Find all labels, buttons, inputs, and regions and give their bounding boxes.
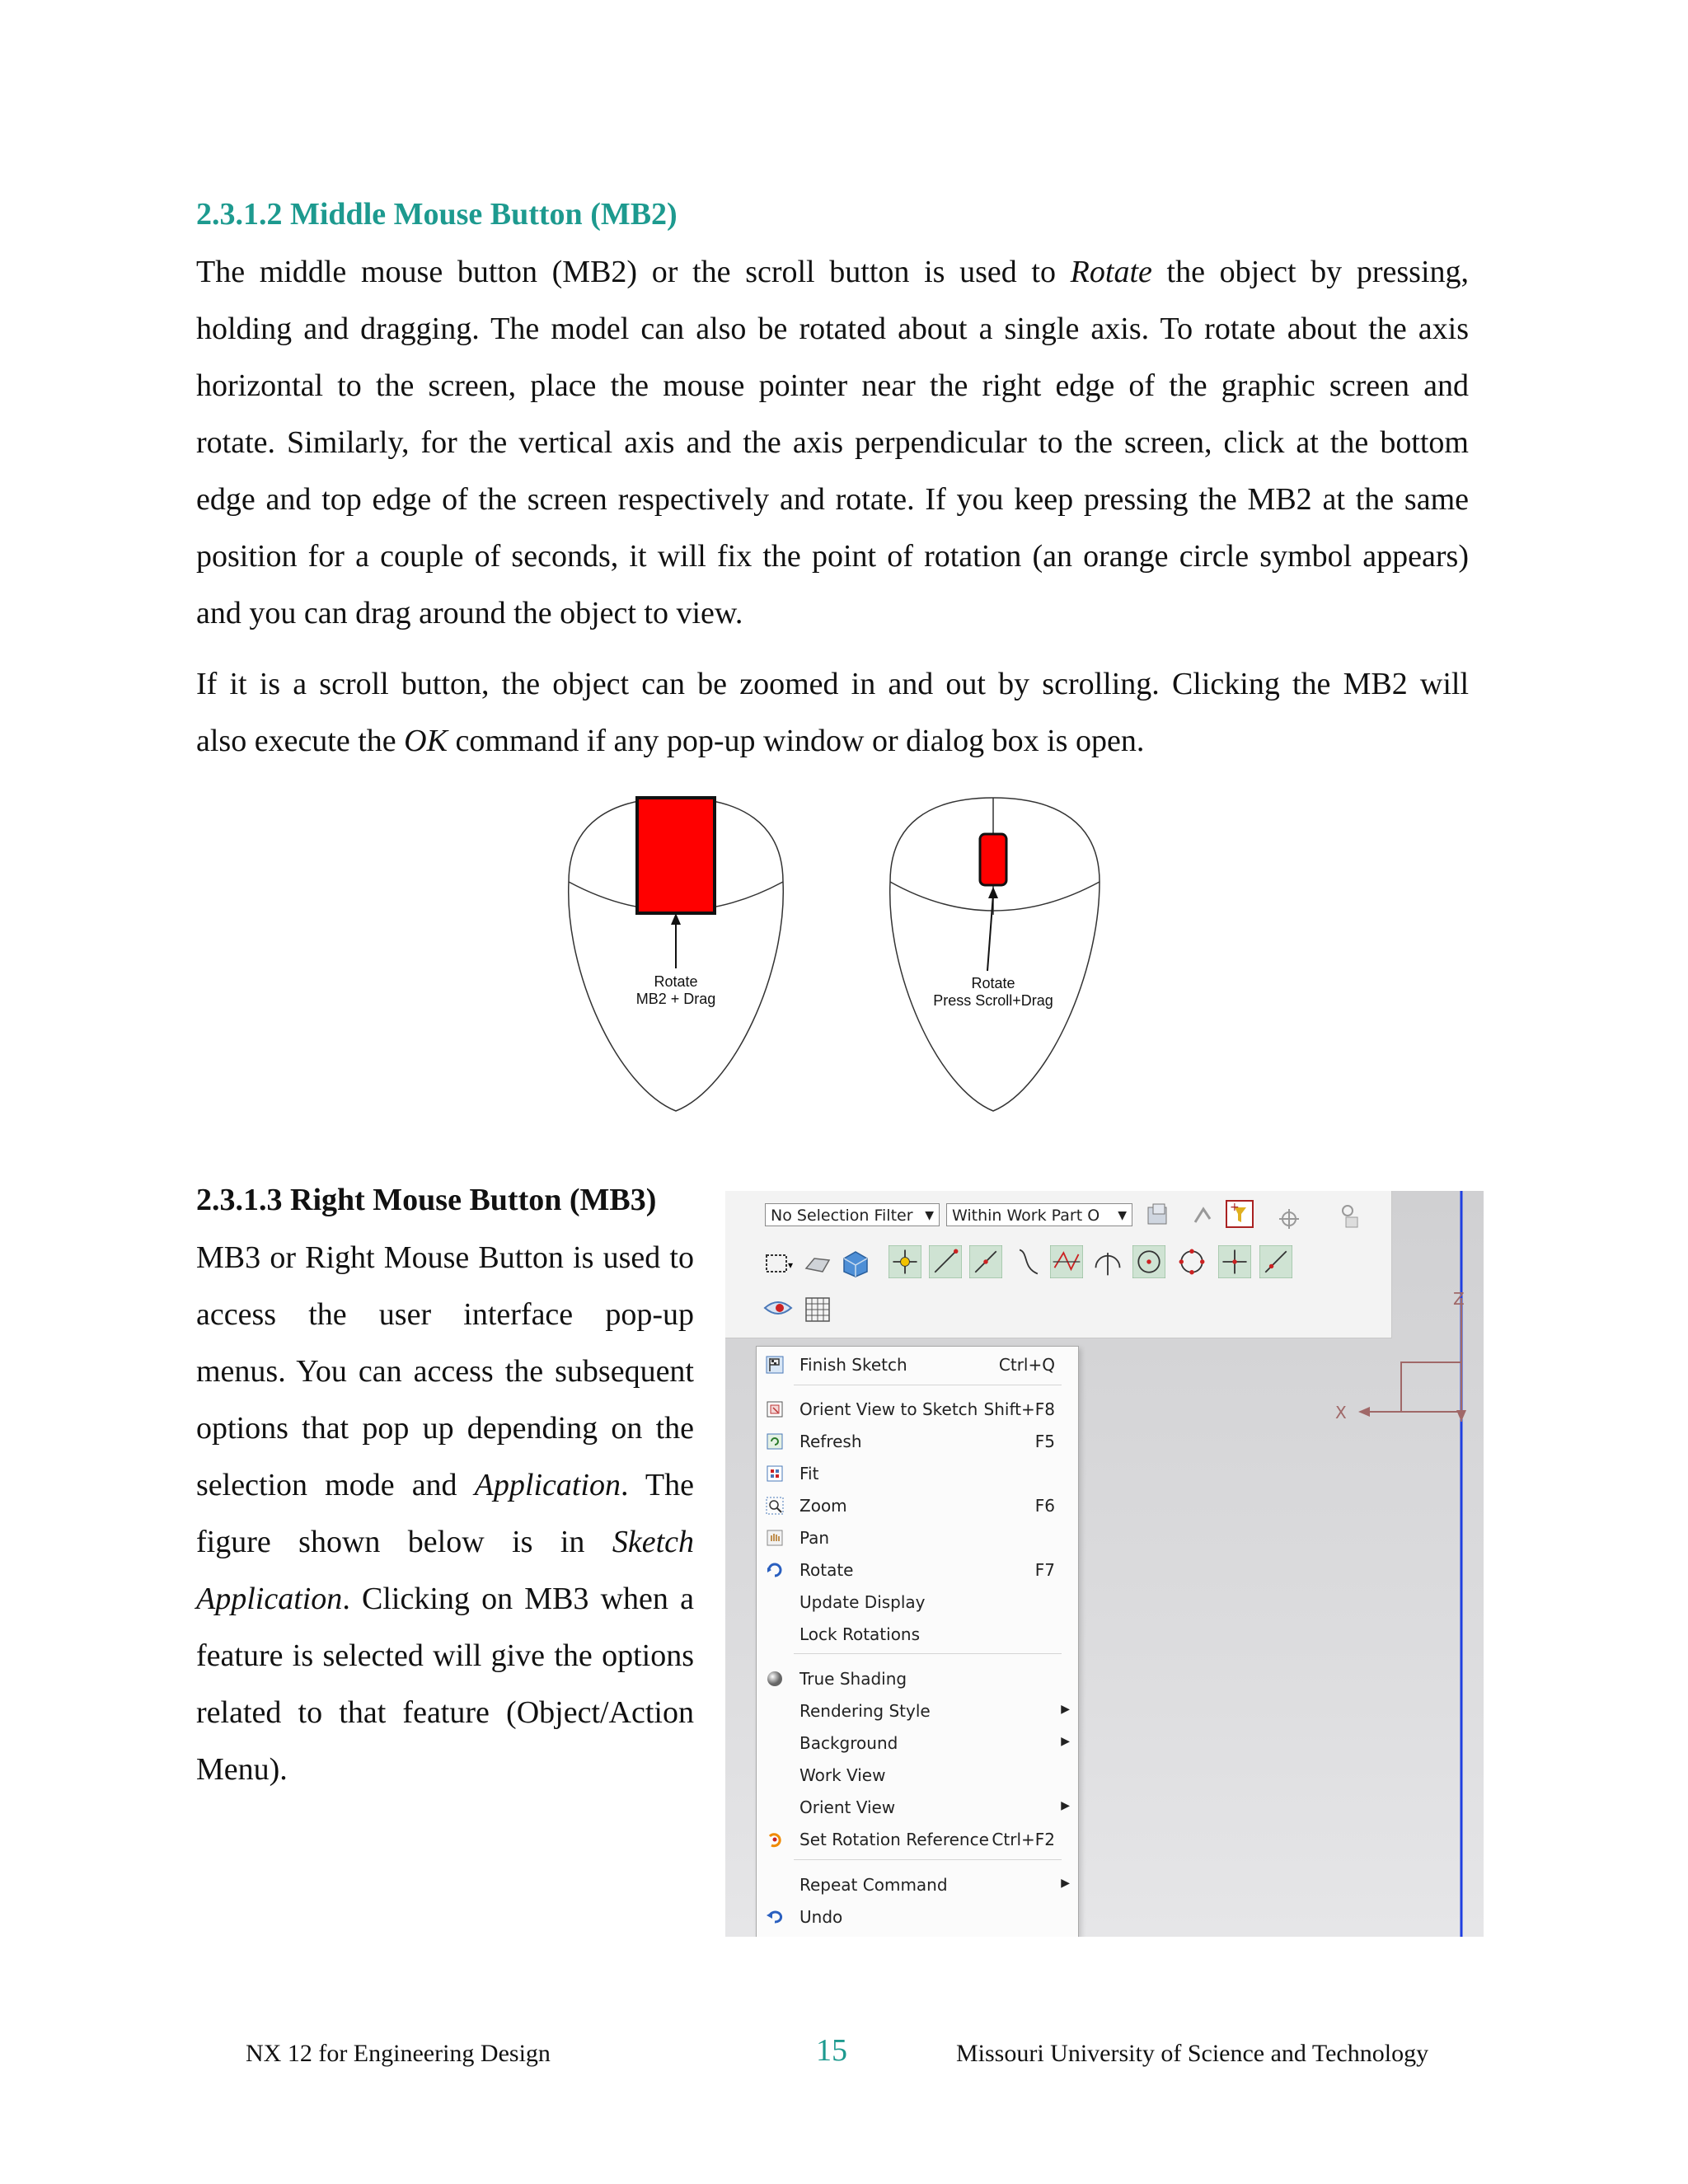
axis-z-label: Z bbox=[1453, 1289, 1465, 1309]
section-heading-mb3: 2.3.1.3 Right Mouse Button (MB3) bbox=[196, 1183, 657, 1217]
menu-item-update-display[interactable]: Update Display bbox=[799, 1592, 926, 1612]
body-icon[interactable] bbox=[839, 1247, 872, 1280]
work-part-dropdown[interactable]: Within Work Part O ▼ bbox=[946, 1203, 1132, 1226]
mouse-left-button bbox=[637, 798, 715, 913]
mouse-left-label-2: MB2 + Drag bbox=[635, 991, 716, 1007]
menu-item-true-shading[interactable]: True Shading bbox=[757, 1664, 1078, 1694]
submenu-arrow-icon: ▶ bbox=[1061, 1703, 1070, 1716]
submenu-arrow-icon: ▶ bbox=[1061, 1877, 1070, 1890]
refresh-icon bbox=[765, 1432, 785, 1451]
control-point-icon[interactable] bbox=[889, 1245, 921, 1278]
mouse-right-scroll-wheel bbox=[980, 834, 1006, 885]
menu-item-fit[interactable]: Fit bbox=[757, 1459, 1078, 1488]
mouse-right bbox=[890, 798, 1100, 1111]
pan-icon bbox=[765, 1528, 785, 1548]
orient-icon bbox=[765, 1399, 785, 1419]
menu-item-finish-sketch[interactable]: Finish Sketch Ctrl+Q bbox=[757, 1350, 1078, 1380]
existing-point-icon[interactable] bbox=[1218, 1245, 1251, 1278]
grid-snap-icon[interactable] bbox=[1331, 1199, 1364, 1232]
svg-text:▾: ▾ bbox=[788, 1259, 794, 1271]
assembly-filter-icon[interactable] bbox=[1142, 1199, 1175, 1232]
snap-filter-icon[interactable] bbox=[1223, 1197, 1256, 1230]
submenu-arrow-icon: ▶ bbox=[1061, 1735, 1070, 1748]
menu-item-undo[interactable]: Undo bbox=[757, 1902, 1078, 1932]
fit-icon bbox=[765, 1464, 785, 1483]
select-icon[interactable] bbox=[1187, 1199, 1220, 1232]
curve-icon[interactable] bbox=[1012, 1245, 1045, 1278]
nx-screenshot bbox=[725, 1191, 1484, 1937]
menu-item-rotate[interactable]: Rotate F7 bbox=[757, 1555, 1078, 1585]
sphere-icon bbox=[765, 1669, 785, 1689]
mouse-left-label-1: Rotate bbox=[654, 973, 698, 990]
rotation-ref-icon bbox=[765, 1830, 785, 1849]
menu-item-orient-view[interactable]: Orient View ▶ bbox=[799, 1797, 1070, 1817]
menu-item-rendering-style[interactable]: Rendering Style ▶ bbox=[799, 1701, 1070, 1721]
rotate-icon bbox=[765, 1560, 785, 1580]
selection-filter-dropdown[interactable]: No Selection Filter ▼ bbox=[765, 1203, 940, 1226]
mouse-left bbox=[569, 798, 784, 1111]
axis-x-label: X bbox=[1335, 1403, 1347, 1422]
zoom-icon bbox=[765, 1496, 785, 1516]
submenu-arrow-icon: ▶ bbox=[1061, 1799, 1070, 1812]
context-menu bbox=[756, 1346, 1079, 1937]
paragraph-mb3: MB3 or Right Mouse Button is used to access the user interface pop-up menus. You can access the subsequent options that pop up depending on the selection mode and Application. The figure shown below is in Sketch Application. Clicking on MB3 when a feature is selected will give the options related to that feature (Object/Action Menu). bbox=[196, 1240, 694, 1787]
paragraph-mb2-scroll: If it is a scroll button, the object can be zoomed in and out by scrolling. Clicking the MB2 will also execute the OK command if any pop-up window or dialog box is open. bbox=[196, 667, 1469, 758]
page-number: 15 bbox=[816, 2033, 847, 2068]
circle-center-icon[interactable] bbox=[1132, 1245, 1165, 1278]
menu-item-pan[interactable]: Pan bbox=[757, 1523, 1078, 1553]
point-on-curve-icon[interactable] bbox=[1259, 1245, 1292, 1278]
menu-item-work-view[interactable]: Work View bbox=[799, 1765, 886, 1785]
snap-point-icon[interactable] bbox=[1269, 1199, 1302, 1232]
view-orient-icon[interactable] bbox=[762, 1293, 795, 1326]
menu-item-orient-view-to-sketch[interactable]: Orient View to Sketch Shift+F8 bbox=[757, 1394, 1078, 1424]
undo-icon bbox=[765, 1907, 785, 1927]
footer-book-title: NX 12 for Engineering Design bbox=[246, 2040, 551, 2067]
end-point-icon[interactable] bbox=[929, 1245, 962, 1278]
solid-icon[interactable] bbox=[801, 1247, 834, 1280]
rectangle-select-icon[interactable] bbox=[762, 1247, 795, 1280]
mouse-right-label-2: Press Scroll+Drag bbox=[933, 992, 1053, 1009]
menu-item-zoom[interactable]: Zoom F6 bbox=[757, 1491, 1078, 1521]
menu-item-repeat-command[interactable]: Repeat Command ▶ bbox=[799, 1875, 1070, 1895]
section-heading-mb2: 2.3.1.2 Middle Mouse Button (MB2) bbox=[196, 197, 678, 232]
svg-text:+: + bbox=[1230, 1201, 1240, 1214]
arc-center-icon[interactable] bbox=[1091, 1245, 1124, 1278]
menu-item-background[interactable]: Background ▶ bbox=[799, 1733, 1070, 1753]
nx-toolbar bbox=[725, 1191, 1392, 1338]
intersection-icon[interactable] bbox=[1050, 1245, 1083, 1278]
mouse-diagrams bbox=[560, 791, 1121, 1137]
quadrant-point-icon[interactable] bbox=[1175, 1245, 1208, 1278]
menu-item-lock-rotations[interactable]: Lock Rotations bbox=[799, 1624, 921, 1644]
menu-item-refresh[interactable]: Refresh F5 bbox=[757, 1427, 1078, 1456]
midpoint-icon[interactable] bbox=[969, 1245, 1002, 1278]
grid-icon[interactable] bbox=[801, 1293, 834, 1326]
menu-item-set-rotation-reference[interactable]: Set Rotation Reference Ctrl+F2 bbox=[757, 1825, 1078, 1854]
paragraph-mb2-rotate: The middle mouse button (MB2) or the scroll button is used to Rotate the object by pressing, holding and dragging. The model can also be rotated about a single axis. To rotate about the axis horizontal to the screen, place the mouse pointer near the right edge of the graphic screen and rotate. Similarly, for the vertical axis and the axis perpendicular to the screen, click at the bottom edge and top edge of the screen respectively and rotate. If you keep pressing the MB2 at the same position for a couple of seconds, it will fix the point of rotation (an orange circle symbol appears) and you can drag around the object to view. bbox=[196, 255, 1469, 630]
mouse-right-label-1: Rotate bbox=[971, 975, 1015, 991]
flag-icon bbox=[765, 1355, 785, 1375]
footer-university: Missouri University of Science and Technology bbox=[956, 2040, 1429, 2067]
